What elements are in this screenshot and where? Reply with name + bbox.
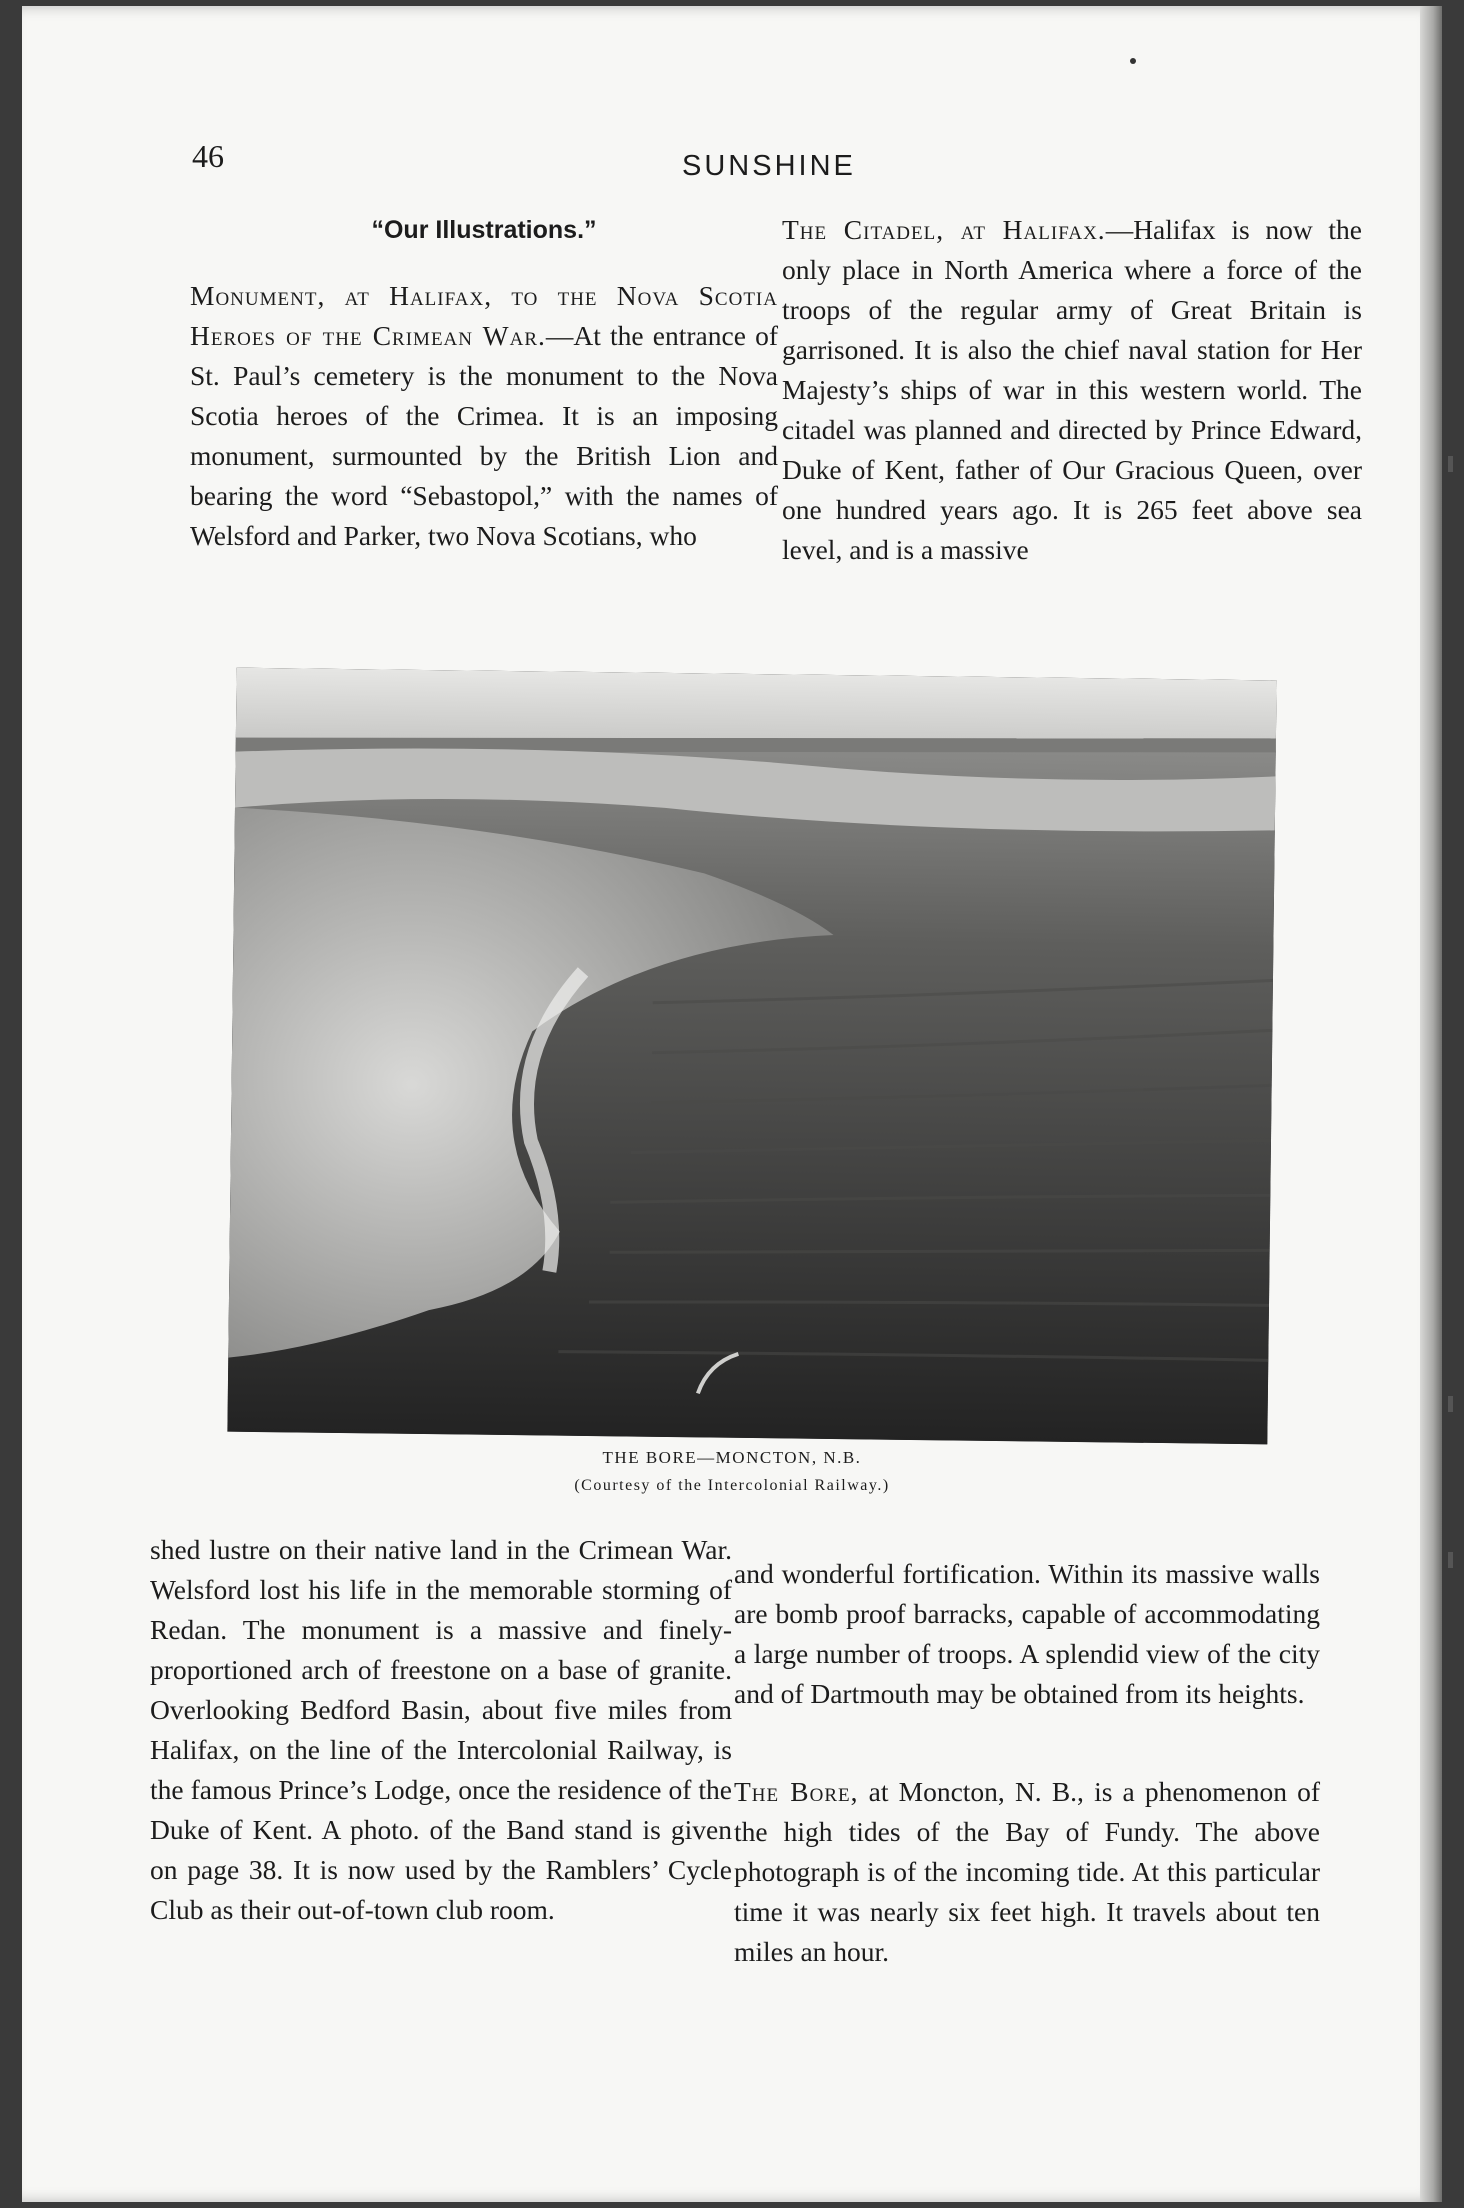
page-number: 46	[192, 138, 224, 174]
paragraph-text: at Moncton, N. B., is a phenomenon of the high tides of the Bay of Fundy. The above photograph is of the incoming tide. At this particular time it was nearly six feet high. It travels about ten miles an hour.	[734, 1776, 1321, 1967]
edge-mark	[1448, 456, 1453, 472]
edge-mark	[1448, 1552, 1453, 1568]
speck-mark	[1130, 58, 1136, 64]
lead-heading-monument: Monument, at Halifax, to the Nova Scotia Heroes of the Crimean War.	[190, 280, 778, 351]
paragraph-monument	[190, 276, 778, 556]
book-spine-edge	[1420, 6, 1442, 2202]
column-bottom-right	[734, 1554, 1320, 1972]
paragraph-continuation: shed lustre on their native land in the Crimean War. Welsford lost his life in the memorable storming of Redan. The monument is a massive and finely-proportioned arch of freestone on a base of granite. Overlooking Bedford Basin, about five miles from Halifax, on the line of the Intercolonial Railway, is the famous Prince’s Lodge, once the residence of the Duke of Kent. A photo. of the Band stand is given on page 38. It is now used by the Ramblers’ Cycle Club as their out-of-town club room.	[150, 1534, 732, 1925]
lead-heading-citadel: The Citadel, at Halifax.	[782, 214, 1106, 245]
paragraph-text: —At the entrance of St. Paul’s cemetery is the monument to the Nova Scotia heroes of the Crimea. It is an imposing monument, surmounted by the British Lion and bearing the word “Sebastopol,” with the names of Welsford and Parker, two Nova Scotians, who	[190, 320, 778, 551]
column-top-right	[782, 210, 1362, 570]
running-head: SUNSHINE	[682, 150, 856, 182]
column-bottom-left	[150, 1530, 732, 1930]
paragraph-bore	[734, 1772, 1320, 1972]
figure-caption	[442, 1444, 1022, 1500]
edge-mark	[1448, 1396, 1453, 1412]
paragraph-fortification: and wonderful fortification. Within its massive walls are bomb proof barracks, capable of accommodating a large number of troops. A splendid view of the city and of Dartmouth may be obtained from its heights.	[734, 1558, 1320, 1709]
document-page	[22, 6, 1442, 2202]
photo-the-bore	[227, 668, 1276, 1445]
section-title: “Our Illustrations.”	[371, 216, 597, 244]
paragraph-citadel	[782, 210, 1362, 570]
lead-heading-bore: The Bore,	[734, 1776, 859, 1807]
column-top-left	[190, 210, 778, 556]
caption-credit: (Courtesy of the Intercolonial Railway.)	[574, 1477, 890, 1494]
paragraph-text: —Halifax is now the only place in North America where a force of the troops of the regular army of Great Britain is garrisoned. It is also the chief naval station for Her Majesty’s ships of war in this western world. The citadel was planned and directed by Prince Edward, Duke of Kent, father of Our Gracious Queen, over one hundred years ago. It is 265 feet above sea level, and is a massive	[782, 214, 1362, 565]
caption-title: THE BORE—MONCTON, N.B.	[602, 1448, 862, 1467]
